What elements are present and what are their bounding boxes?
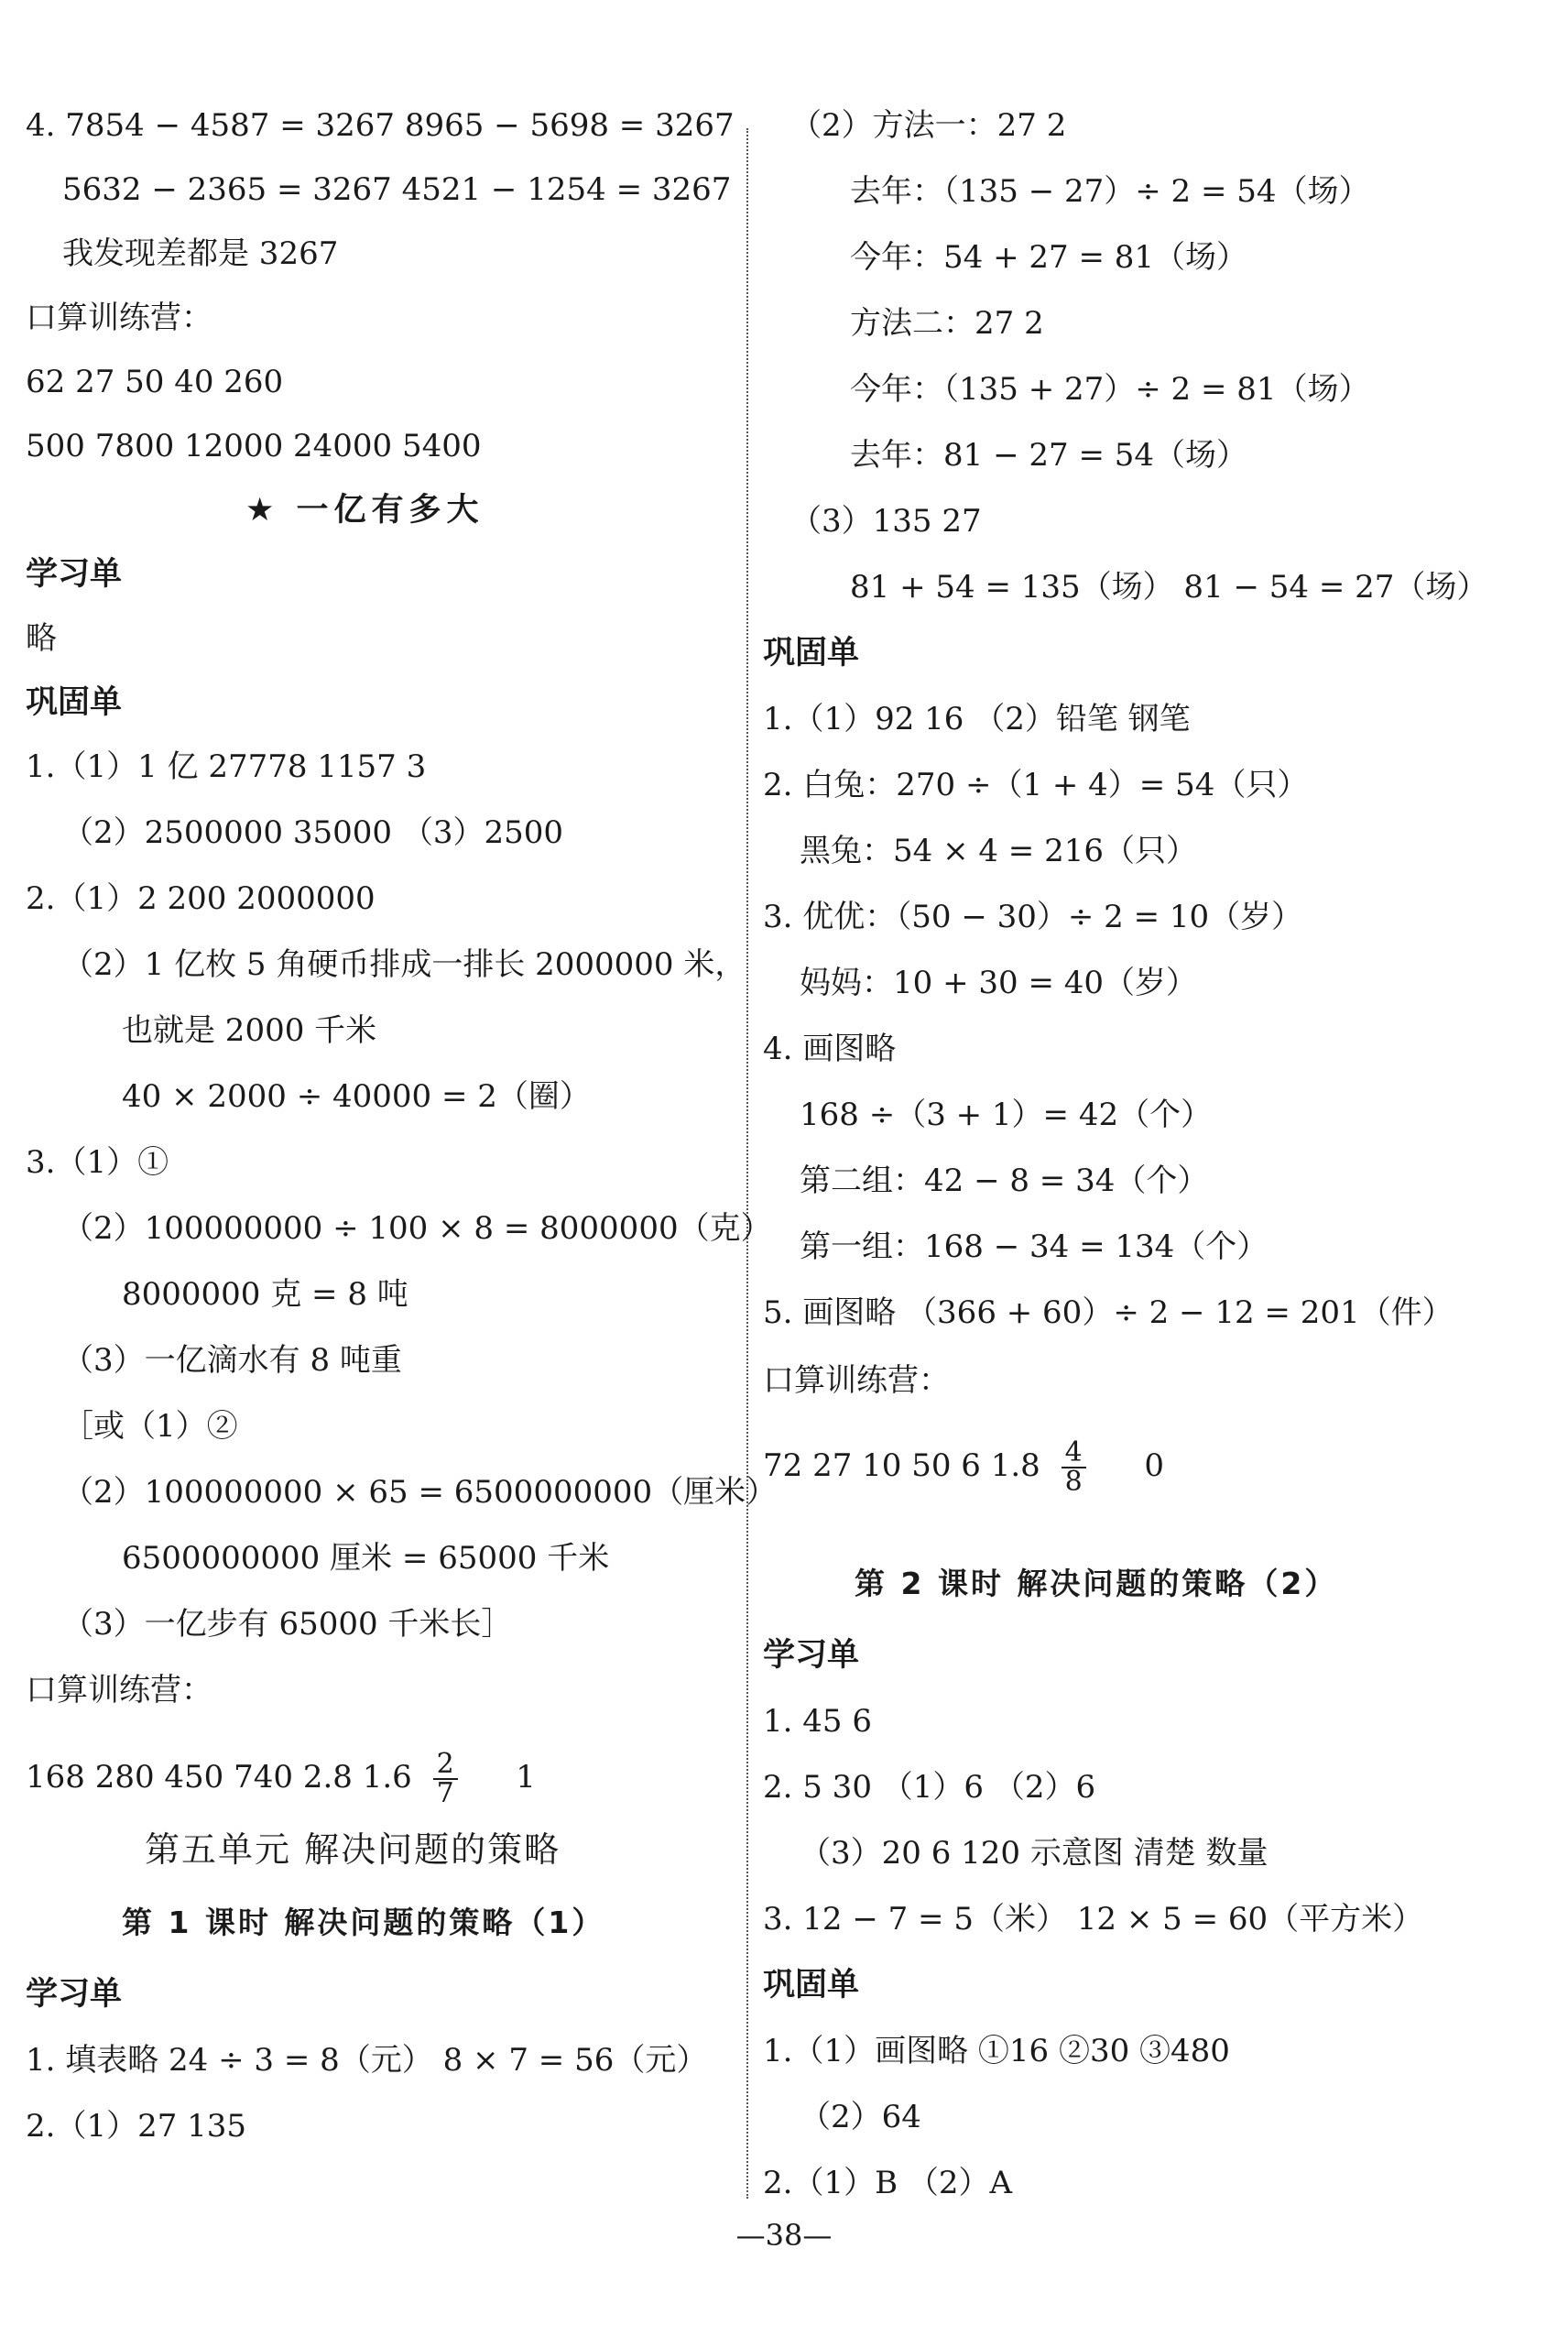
answer-line: 2.（1）27 135 bbox=[26, 2108, 247, 2145]
fraction-denominator: 7 bbox=[436, 1777, 454, 1809]
answer-line: （2）方法一：27 2 bbox=[790, 107, 1067, 144]
lesson-title: 第 2 课时 解决问题的策略（2） bbox=[855, 1566, 1338, 1601]
answer-line: 去年：（135 − 27）÷ 2 = 54（场） bbox=[850, 173, 1370, 210]
answer-line: 8000000 克 = 8 吨 bbox=[122, 1276, 408, 1313]
section-heading: 学习单 bbox=[26, 1976, 123, 2013]
section-title: ★ 一亿有多大 bbox=[245, 492, 485, 529]
answer-line: 去年：81 − 27 = 54（场） bbox=[850, 437, 1247, 474]
answer-line: 62 27 50 40 260 bbox=[26, 364, 284, 400]
answer-line: 1. 填表略 24 ÷ 3 = 8（元） 8 × 7 = 56（元） bbox=[26, 2042, 708, 2079]
answer-line: （3）一亿步有 65000 千米长］ bbox=[62, 1606, 513, 1643]
answer-line: （3）135 27 bbox=[790, 503, 982, 540]
answer-line: 1. 45 6 bbox=[763, 1703, 872, 1740]
answer-line: 1.（1）92 16 （2）铅笔 钢笔 bbox=[763, 701, 1191, 737]
answer-line: 1.（1）1 亿 27778 1157 3 bbox=[26, 748, 427, 785]
fraction-numerator: 2 bbox=[433, 1751, 458, 1780]
answer-line-with-fraction bbox=[26, 1745, 536, 1809]
answer-line: 略 bbox=[26, 620, 57, 657]
section-label: 口算训练营： bbox=[26, 300, 212, 336]
answer-values: 168 280 450 740 2.8 1.6 bbox=[26, 1759, 412, 1796]
answer-line: （3）20 6 120 示意图 清楚 数量 bbox=[800, 1835, 1269, 1872]
answer-value: 0 bbox=[1144, 1447, 1164, 1484]
answer-line: 第二组：42 − 8 = 34（个） bbox=[800, 1163, 1209, 1199]
answer-line: 第一组：168 − 34 = 134（个） bbox=[800, 1228, 1269, 1265]
answer-line: 5. 画图略 （366 + 60）÷ 2 − 12 = 201（件） bbox=[763, 1294, 1454, 1331]
answer-line: 4. 7854 − 4587 = 3267 8965 − 5698 = 3267 bbox=[26, 107, 735, 144]
answer-line: 1.（1）画图略 ①16 ②30 ③480 bbox=[763, 2033, 1230, 2069]
answer-line: 2.（1）B （2）A bbox=[763, 2165, 1013, 2201]
section-heading: 巩固单 bbox=[26, 684, 123, 721]
answer-line: 我发现差都是 3267 bbox=[62, 235, 339, 272]
page-number: —38— bbox=[735, 2218, 833, 2253]
column-divider bbox=[746, 128, 748, 2199]
answer-line: 2. 5 30 （1）6 （2）6 bbox=[763, 1769, 1096, 1806]
answer-line: 3. 优优：（50 − 30）÷ 2 = 10（岁） bbox=[763, 899, 1303, 935]
answer-line: 2. 白兔：270 ÷（1 + 4）= 54（只） bbox=[763, 767, 1309, 803]
answer-value: 1 bbox=[516, 1759, 536, 1796]
lesson-title: 第 1 课时 解决问题的策略（1） bbox=[122, 1905, 605, 1940]
section-heading: 学习单 bbox=[26, 556, 123, 593]
answer-values: 72 27 10 50 6 1.8 bbox=[763, 1447, 1040, 1484]
answer-line: 妈妈：10 + 30 = 40（岁） bbox=[800, 965, 1197, 1001]
answer-line: 500 7800 12000 24000 5400 bbox=[26, 428, 482, 464]
answer-line: 40 × 2000 ÷ 40000 = 2（圈） bbox=[122, 1078, 591, 1115]
answer-line: 81 + 54 = 135（场） 81 − 54 = 27（场） bbox=[850, 569, 1488, 606]
answer-line-with-fraction bbox=[763, 1434, 1164, 1498]
answer-line: 黑兔：54 × 4 = 216（只） bbox=[800, 833, 1197, 869]
answer-line: 2.（1）2 200 2000000 bbox=[26, 880, 376, 917]
answer-line: 今年：54 + 27 = 81（场） bbox=[850, 239, 1247, 276]
answer-line: （2）64 bbox=[800, 2099, 921, 2135]
fraction bbox=[433, 1748, 458, 1809]
section-label: 口算训练营： bbox=[763, 1362, 950, 1399]
answer-line: 4. 画图略 bbox=[763, 1031, 897, 1067]
answer-line: （2）2500000 35000 （3）2500 bbox=[62, 814, 563, 851]
answer-line: （3）一亿滴水有 8 吨重 bbox=[62, 1342, 402, 1379]
section-label: 口算训练营： bbox=[26, 1672, 212, 1708]
fraction bbox=[1062, 1436, 1086, 1498]
answer-line: 也就是 2000 千米 bbox=[122, 1012, 377, 1049]
answer-line: 6500000000 厘米 = 65000 千米 bbox=[122, 1540, 610, 1577]
fraction-numerator: 4 bbox=[1062, 1439, 1086, 1468]
answer-line: 3.（1）① bbox=[26, 1144, 169, 1181]
section-heading: 巩固单 bbox=[763, 1967, 860, 2003]
answer-line: 3. 12 − 7 = 5（米） 12 × 5 = 60（平方米） bbox=[763, 1901, 1424, 1938]
answer-line: （2）100000000 × 65 = 6500000000（厘米） bbox=[62, 1474, 778, 1511]
section-heading: 巩固单 bbox=[763, 635, 860, 671]
answer-line: 方法二：27 2 bbox=[850, 305, 1044, 342]
answer-line: 168 ÷（3 + 1）= 42（个） bbox=[800, 1097, 1213, 1133]
answer-line: （2）1 亿枚 5 角硬币排成一排长 2000000 米， bbox=[62, 946, 746, 983]
fraction-denominator: 8 bbox=[1064, 1466, 1083, 1498]
answer-line: 今年：（135 + 27）÷ 2 = 81（场） bbox=[850, 371, 1370, 408]
unit-title: 第五单元 解决问题的策略 bbox=[145, 1829, 561, 1870]
section-heading: 学习单 bbox=[763, 1637, 860, 1674]
answer-line: ［或（1）② bbox=[62, 1408, 238, 1445]
answer-line: 5632 − 2365 = 3267 4521 − 1254 = 3267 bbox=[62, 171, 732, 208]
answer-line: （2）100000000 ÷ 100 × 8 = 8000000（克） bbox=[62, 1210, 772, 1247]
